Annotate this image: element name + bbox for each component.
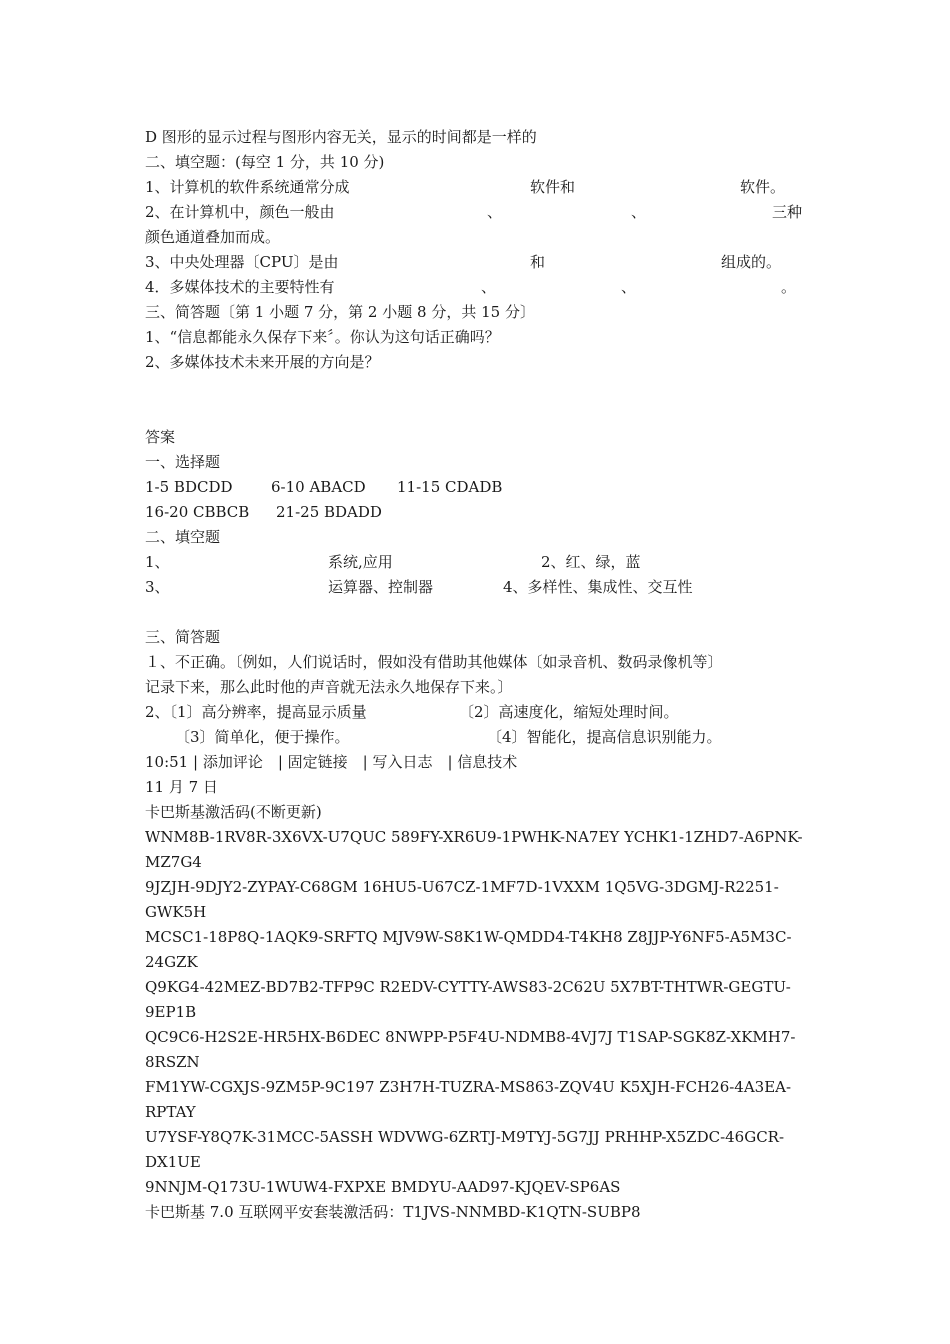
q4-part-d: 。 — [781, 278, 797, 296]
q4-part-b: 、 — [481, 278, 497, 296]
choice-answers-row-1 — [145, 477, 805, 497]
answers-heading: 答案 — [145, 428, 176, 446]
key-line: 9NNJM-Q173U-1WUW4-FXPXE BMDYU-AAD97-KJQEV-SP6AS — [145, 1178, 621, 1196]
q1-part-a: 1、计算机的软件系统通常分成 — [145, 178, 350, 196]
fill-answer-3-label: 3、 — [145, 578, 170, 596]
q3-part-c: 组成的。 — [721, 253, 782, 271]
key-line: U7YSF-Y8Q7K-31MCC-5ASSH WDVWG-6ZRTJ-M9TYJ-5G7JJ PRHHP-X5ZDC-46GCR- — [145, 1128, 785, 1146]
key-line: 9EP1B — [145, 1003, 197, 1021]
key-line: 9JZJH-9DJY2-ZYPAY-C68GM 16HU5-U67CZ-1MF7D-1VXXM 1Q5VG-3DGMJ-R2251- — [145, 878, 779, 896]
q3-part-a: 3、中央处理器〔CPU〕是由 — [145, 253, 339, 271]
fill-answer-1-label: 1、 — [145, 553, 170, 571]
key-line: FM1YW-CGXJS-9ZM5P-9C197 Z3H7H-TUZRA-MS863-ZQV4U K5XJH-FCH26-4A3EA- — [145, 1078, 792, 1096]
answer-1-5: 1-5 BDCDD — [145, 478, 233, 496]
fill-question-1 — [145, 177, 805, 197]
answers-fill-heading: 二、填空题 — [145, 528, 221, 546]
answer-21-25: 21-25 BDADD — [276, 503, 382, 521]
option-d-line: D 图形的显示过程与图形内容无关，显示的时间都是一样的 — [145, 128, 537, 146]
key-line: 24GZK — [145, 953, 198, 971]
key-line: GWK5H — [145, 903, 207, 921]
key-line: QC9C6-H2S2E-HR5HX-B6DEC 8NWPP-P5F4U-NDMB8-4VJ7J T1SAP-SGK8Z-XKMH7- — [145, 1028, 796, 1046]
fill-question-2 — [145, 202, 805, 222]
fill-answers-row-2 — [145, 577, 805, 597]
fill-answer-3: 运算器、控制器 — [328, 578, 434, 596]
q2-part-a: 2、在计算机中，颜色一般由 — [145, 203, 335, 221]
suite-key-line: 卡巴斯基 7.0 互联网平安套装激活码：T1JVS-NNMBD-K1QTN-SUBP8 — [145, 1203, 641, 1221]
blog-meta-links[interactable]: 10:51 | 添加评论 | 固定链接 | 写入日志 | 信息技术 — [145, 753, 518, 771]
key-line: WNM8B-1RV8R-3X6VX-U7QUC 589FY-XR6U9-1PWHK-NA7EY YCHK1-1ZHD7-A6PNK- — [145, 828, 803, 846]
short-answer-1-line-1: １、不正确。〔例如，人们说话时，假如没有借助其他媒体〔如录音机、数码录像机等〕 — [145, 653, 723, 671]
section2-heading: 二、填空题：(每空 1 分，共 10 分) — [145, 153, 385, 171]
key-line: 8RSZN — [145, 1053, 200, 1071]
answer-6-10: 6-10 ABACD — [271, 478, 366, 496]
blog-post-title: 卡巴斯基激活码(不断更新) — [145, 803, 322, 821]
q4-part-a: 4．多媒体技术的主要特性有 — [145, 278, 335, 296]
q3-part-b: 和 — [530, 253, 546, 271]
short-question-2: 2、多媒体技术未来开展的方向是？ — [145, 353, 380, 371]
q2-part-c: 、 — [631, 203, 647, 221]
fill-answer-1: 系统,应用 — [328, 553, 393, 571]
q4-part-c: 、 — [621, 278, 637, 296]
section3-heading: 三、简答题〔第 1 小题 7 分，第 2 小题 8 分，共 15 分〕 — [145, 303, 535, 321]
short-answer-2-item-1: 2、〔1〕高分辨率，提高显示质量 — [145, 703, 367, 721]
answer-11-15: 11-15 CDADB — [397, 478, 503, 496]
fill-question-4 — [145, 277, 805, 297]
q1-part-c: 软件。 — [740, 178, 786, 196]
q2-continuation: 颜色通道叠加而成。 — [145, 228, 281, 246]
answers-choice-heading: 一、选择题 — [145, 453, 221, 471]
choice-answers-row-2 — [145, 502, 805, 522]
fill-answer-2: 2、红、绿，蓝 — [541, 553, 641, 571]
q1-part-b: 软件和 — [530, 178, 576, 196]
fill-answers-row-1 — [145, 552, 805, 572]
short-answer-2-item-4: 〔4〕智能化，提高信息识别能力。 — [487, 728, 722, 746]
fill-answer-4: 4、多样性、集成性、交互性 — [503, 578, 693, 596]
answers-short-heading: 三、简答题 — [145, 628, 221, 646]
short-answer-2-line-2 — [145, 727, 805, 747]
blog-date: 11 月 7 日 — [145, 778, 218, 796]
short-answer-1-line-2: 记录下来，那么此时他的声音就无法永久地保存下来。〕 — [145, 678, 513, 696]
key-line: MZ7G4 — [145, 853, 202, 871]
short-answer-2-item-3: 〔3〕简单化，便于操作。 — [175, 728, 350, 746]
q2-part-b: 、 — [487, 203, 503, 221]
short-answer-2-line-1 — [145, 702, 805, 722]
key-line: RPTAY — [145, 1103, 196, 1121]
short-question-1: 1、“信息都能永久保存下来〞。你认为这句话正确吗？ — [145, 328, 500, 346]
key-line: MCSC1-18P8Q-1AQK9-SRFTQ MJV9W-S8K1W-QMDD4-T4KH8 Z8JJP-Y6NF5-A5M3C- — [145, 928, 792, 946]
short-answer-2-item-2: 〔2〕高速度化，缩短处理时间。 — [459, 703, 679, 721]
key-line: Q9KG4-42MEZ-BD7B2-TFP9C R2EDV-CYTTY-AWS83-2C62U 5X7BT-THTWR-GEGTU- — [145, 978, 791, 996]
q2-part-d: 三种 — [772, 203, 803, 221]
key-line: DX1UE — [145, 1153, 201, 1171]
answer-16-20: 16-20 CBBCB — [145, 503, 250, 521]
fill-question-3 — [145, 252, 805, 272]
